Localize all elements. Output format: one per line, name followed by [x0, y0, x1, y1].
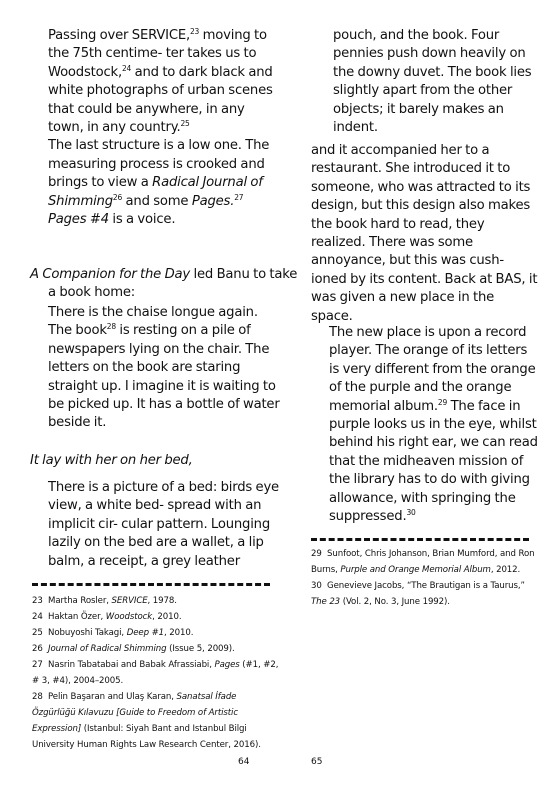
- paragraph-picture-of-bed: There is a picture of a bed: birds eye view, a white bed- spread with an implicit cir- cular pattern. Lounging lazily on the bed are a wallet, a lip balm, a receipt, a grey leather: [48, 480, 279, 569]
- paragraph-last-structure: The last structure is a low one. The measuring process is crooked and brings to view a Radical Journal of Shimming$^{26}$ and some Pages.$^{27}$ Pages #4 is a voice.: [48, 138, 270, 228]
- footnote-24: 24 Haktan Özer, Woodstock, 2010.: [32, 612, 182, 622]
- paragraph-lay-with-her: It lay with her on her bed,: [30, 453, 193, 468]
- footnote-26: 26 Journal of Radical Shimming (Issue 5, 2009).: [32, 644, 235, 654]
- paragraph-chaise-longue: There is the chaise longue again. The book$^{28}$ is resting on a pile of newspapers lying on the chair. The letters on the book are staring straight up. I imagine it is waiting to be picked up. It has a bottle of water beside it.: [48, 305, 280, 431]
- page-number-left: 64: [238, 757, 250, 767]
- paragraph-companion: A Companion for the Day led Banu to take a book home:: [30, 267, 298, 301]
- footnote-25: 25 Nobuyoshi Takagi, Deep #1, 2010.: [32, 628, 194, 638]
- footnote-divider-right: [311, 538, 529, 541]
- footnotes-left: [32, 593, 280, 753]
- footnote-29: 29 Sunfoot, Chris Johanson, Brian Mumford, and Ron Burns, Purple and Orange Memorial Album, 2012.: [311, 549, 535, 575]
- footnote-23: 23 Martha Rosler, SERVICE, 1978.: [32, 596, 177, 606]
- footnote-27: 27 Nasrin Tabatabai and Babak Afrassiabi, Pages (#1, #2, # 3, #4), 2004–2005.: [32, 660, 279, 686]
- footnote-30: 30 Genevieve Jacobs, “The Brautigan is a Taurus,” The 23 (Vol. 2, No. 3, June 1992).: [311, 581, 525, 607]
- paragraph-passing-over: Passing over SERVICE,$^{23}$ moving to the 75th centime- ter takes us to Woodstock,$^{24}$ and to dark black and white photographs of urban scenes that could be anywhere, in any town, in any country.$^{25}$: [48, 27, 273, 136]
- page-number-right: 65: [311, 757, 323, 767]
- paragraph-pouch: pouch, and the book. Four pennies push down heavily on the downy duvet. The book lies slightly apart from the other objects; it barely makes an indent.: [333, 28, 532, 136]
- paragraph-new-place: The new place is upon a record player. The orange of its letters is very different from the orange of the purple and the orange memorial album.$^{29}$ The face in purple looks us in the eye, whilst behind his right ear, we can read that the midheaven mission of the library has to do with giving allowance, with springing the suppressed.$^{30}$: [329, 325, 538, 525]
- paragraph-restaurant: and it accompanied her to a restaurant. She introduced it to someone, who was attracted to its design, but this design also makes the book hard to read, they realized. There was some annoyance, but this was cush- ioned by its content. Back at BAS, it was given a new place in the space.: [311, 143, 538, 324]
- footnote-divider: [32, 583, 270, 586]
- footnotes-right: [311, 546, 539, 610]
- footnote-28: 28 Pelin Başaran and Ulaş Karan, Sanatsal İfade Özgürlüğü Kılavuzu [Guide to Freedom of Artistic Expression] (Istanbul: Siyah Bant and Istanbul Bilgi University Human Rights Law Research Center, 2016).: [32, 692, 261, 750]
